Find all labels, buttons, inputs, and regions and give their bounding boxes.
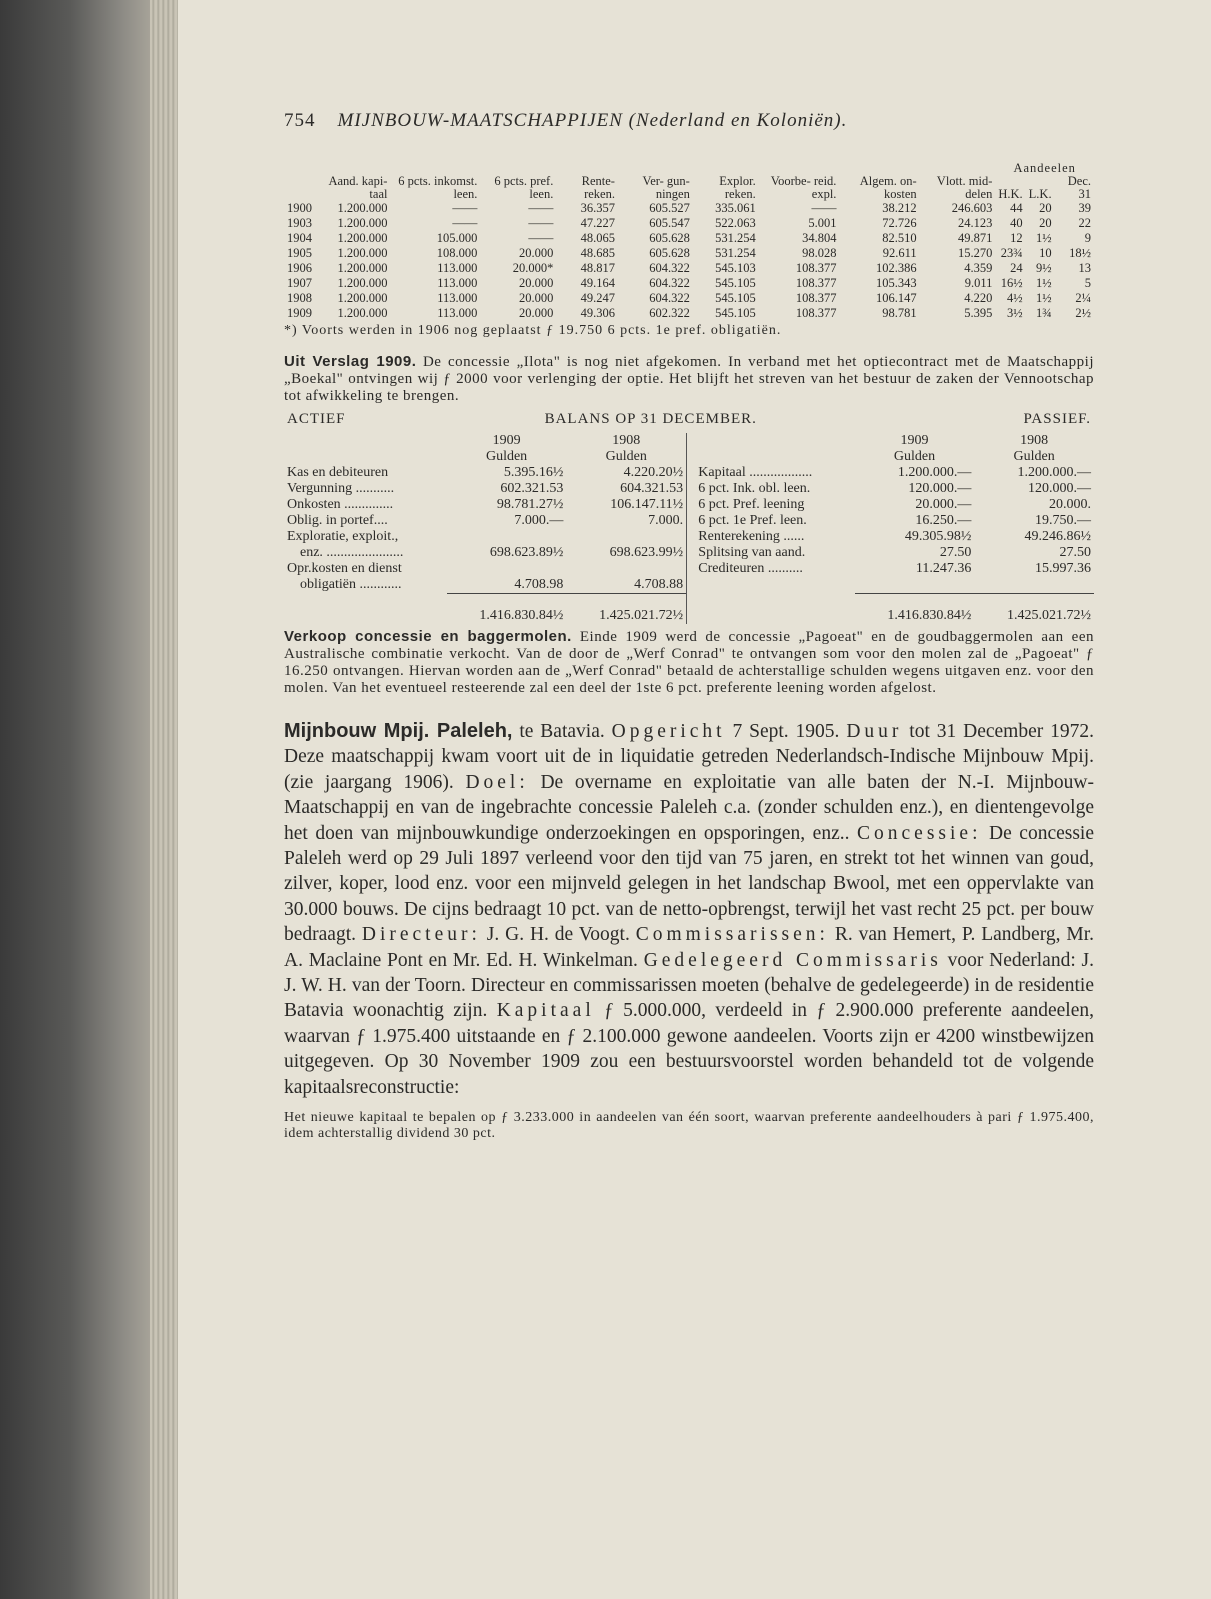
empty [855, 577, 975, 594]
liability-1909: 120.000.— [908, 481, 972, 496]
unit-label: Gulden [1013, 449, 1055, 464]
table-cell: 5 [1084, 276, 1091, 290]
liability-label: 6 pct. 1e Pref. leen. [698, 513, 807, 528]
total-assets-1909: 1.416.830.84½ [479, 608, 564, 623]
table-cell: —— [528, 201, 554, 215]
column-header: Voorbe- reid. expl. [770, 174, 837, 201]
asset-1909: 4.708.98 [514, 577, 564, 592]
column-header [284, 175, 315, 201]
passief-title: PASSIEF. [1023, 411, 1091, 427]
asset-1908: 4.220.20½ [623, 465, 684, 480]
label-opgericht: Opgericht [611, 721, 726, 742]
asset-label: Kas en debiteuren [287, 465, 389, 480]
column-header: H.K. [998, 187, 1023, 201]
asset-1909: 98.781.27½ [496, 497, 564, 512]
balance-row [284, 481, 1094, 497]
row-year: 1907 [287, 276, 312, 290]
table-cell: —— [452, 201, 478, 215]
liability-1908: 15.997.36 [1035, 561, 1091, 576]
label-duur: Duur [846, 721, 903, 742]
table-cell: 20 [1039, 201, 1052, 215]
liability-1908: 1.200.000.— [1017, 465, 1091, 480]
table-cell: 545.103 [715, 261, 756, 275]
year-label: 1909 [900, 433, 929, 448]
row-year: 1904 [287, 231, 312, 245]
table-cell: 113.000 [437, 306, 478, 320]
row-year: 1909 [287, 306, 312, 320]
asset-label: obligatiën ............ [300, 577, 402, 593]
balance-title: BALANS OP 31 DECEMBER. [544, 411, 757, 427]
table-cell: 108.377 [795, 276, 837, 290]
table-cell: 1½ [1035, 291, 1052, 305]
table-cell: 4½ [1007, 291, 1023, 305]
table-cell: 48.065 [580, 231, 615, 245]
group-header: Aandeelen [1013, 161, 1076, 175]
liability-1909: 1.200.000.— [897, 465, 972, 480]
table-cell: 604.322 [649, 291, 690, 305]
table-cell: 4.359 [964, 261, 993, 275]
label-doel: Doel: [465, 771, 529, 793]
total-assets-1908: 1.425.021.72½ [599, 608, 684, 623]
asset-1908 [566, 561, 686, 577]
column-header: 6 pcts. inkomst. leen. [398, 174, 478, 201]
verkoop-text: Einde 1909 werd de concessie „Pagoeat" en de goudbaggermolen aan een Australische combinatie verkocht. Van de door de „Werf Conrad" te ontvangen som voor den molen zal de „Pagoeat" ƒ 16.250 ontvangen. Hiervan worden aan de „Werf Conrad" betaald de achterstallige schulden wegens uitgaven enz. voor den molen. Van het eventueel resteerende zal een deel der 1ste 6 pct. preferente leening worden afgelost. [284, 629, 1095, 696]
table-row [284, 231, 1094, 246]
table-row [284, 201, 1094, 216]
row-year: 1903 [287, 216, 312, 230]
divider [687, 465, 696, 481]
asset-1908: 698.623.99½ [609, 545, 684, 560]
table-cell: 9.011 [964, 276, 993, 290]
asset-1908: 7.000. [648, 513, 684, 528]
label-directeur: Directeur: [361, 924, 481, 946]
table-cell: 36.357 [580, 201, 615, 215]
text: De overname en exploitatie van alle baten der N.-I. Mijnbouw-Maatschappij en van de ingebrachte concessie Paleleh c.a. (zonder schulden enz.), en dientengevolge het doen van mijnbouwkundige onderzoekingen en opsporingen, enz.. [284, 771, 1094, 844]
table-cell: —— [811, 201, 837, 215]
table-cell: 24 [1010, 261, 1023, 275]
total-liabilities-1908: 1.425.021.72½ [1007, 608, 1091, 623]
table-cell: 605.547 [649, 216, 690, 230]
liability-label: Kapitaal .................. [698, 465, 813, 480]
table-cell: 98.028 [802, 246, 837, 260]
table-cell: —— [452, 216, 478, 230]
table-cell: 335.061 [715, 201, 756, 215]
asset-label: Vergunning ........... [287, 481, 395, 496]
table-cell: 20.000 [518, 306, 554, 320]
table-cell: 113.000 [437, 261, 478, 275]
table-cell: 531.254 [715, 246, 756, 260]
table-cell: 108.377 [795, 261, 837, 275]
table-cell: 1.200.000 [337, 306, 388, 320]
divider [687, 497, 696, 513]
text: R. van Hemert, P. Landberg, Mr. A. Maclaine Pont en Mr. Ed. H. Winkelman. [284, 924, 1094, 971]
liability-1908: 49.246.86½ [1024, 529, 1091, 544]
verslag-paragraph [284, 353, 1094, 405]
liability-1908: 19.750.— [1035, 513, 1091, 528]
asset-1909 [447, 529, 567, 545]
table-row [284, 291, 1094, 306]
column-header: Algem. on- kosten [859, 174, 917, 201]
year-label: 1909 [492, 433, 521, 448]
table-cell: —— [528, 216, 554, 230]
liability-label: 6 pct. Pref. leening [698, 497, 805, 512]
table-cell: 545.105 [715, 291, 756, 305]
table-cell: 1.200.000 [337, 216, 388, 230]
column-header: L.K. [1028, 187, 1052, 201]
asset-1909: 5.395.16½ [503, 465, 564, 480]
asset-1909: 7.000.— [514, 513, 564, 528]
table-cell: 98.781 [882, 306, 917, 320]
table-cell: 102.386 [876, 261, 917, 275]
liability-label: Crediteuren .......... [698, 561, 803, 576]
text: voor Nederland: J. J. W. H. van der Toorn. Directeur en commissarissen moeten (behalve de gedelegeerde) in de residentie Batavia woonachtig zijn. [284, 949, 1094, 1022]
label-commissarissen: Commissarissen: [635, 924, 829, 946]
table-cell: 18½ [1069, 246, 1091, 260]
verslag-text: De concessie „Ilota" is nog niet afgekomen. In verband met het optiecontract met de Maatschappij „Boekal" ontvingen wij ƒ 2000 voor verlenging der optie. Het blijft het streven van het bestuur de zaken der Vennootschap tot afwikkeling te brengen. [284, 354, 1094, 404]
table-cell: 605.628 [649, 246, 690, 260]
liability-label: 6 pct. Ink. obl. leen. [698, 481, 811, 496]
table-cell: 49.306 [580, 306, 615, 320]
year-label: 1908 [612, 433, 641, 448]
liability-1908: 120.000.— [1028, 481, 1091, 496]
running-head [284, 110, 1094, 132]
liability-1909: 49.305.98½ [904, 529, 972, 544]
company-heading: Mijnbouw Mpij. Paleleh, [284, 720, 513, 742]
text: 7 Sept. 1905. [725, 721, 847, 742]
table-cell: 20.000 [518, 246, 554, 260]
empty [695, 577, 854, 594]
liability-1909: 20.000.— [915, 497, 972, 512]
table-cell: 10 [1039, 246, 1052, 260]
table-cell: 522.063 [715, 216, 756, 230]
reconstruction-text: Het nieuwe kapitaal te bepalen op ƒ 3.233.000 in aandeelen van één soort, waarvan preferente aandeelhouders à pari ƒ 1.975.400, idem achterstallig dividend 30 pct. [284, 1110, 1094, 1142]
balance-row [284, 513, 1094, 529]
table-cell: 1.200.000 [337, 201, 388, 215]
liability-1909: 16.250.— [915, 513, 972, 528]
table-cell: 545.105 [715, 306, 756, 320]
table-cell: 106.147 [876, 291, 917, 305]
balance-row [284, 529, 1094, 545]
table-cell: 605.527 [649, 201, 690, 215]
asset-1909 [447, 561, 567, 577]
table-cell: 1.200.000 [337, 291, 388, 305]
text: tot 31 December 1972. Deze maatschappij kwam voort uit de in liquidatie getreden Nederlandsch-Indische Mijnbouw Mpij. (zie jaargang 1906). [284, 721, 1094, 793]
table-cell: 20 [1039, 216, 1052, 230]
balance-row [284, 465, 1094, 481]
table-cell: 108.377 [795, 291, 837, 305]
table-cell: 1.200.000 [337, 276, 388, 290]
table-cell: 5.395 [964, 306, 993, 320]
table-cell: 20.000 [518, 291, 554, 305]
year-label: 1908 [1020, 433, 1049, 448]
table-row [284, 216, 1094, 231]
liability-label: Renterekening ...... [698, 529, 805, 544]
table-cell: 20.000 [518, 276, 554, 290]
table-cell: 1½ [1035, 276, 1052, 290]
table-cell: 105.000 [436, 231, 478, 245]
divider [687, 529, 696, 545]
table-cell: 22 [1078, 216, 1091, 230]
table-cell: 1¾ [1035, 306, 1052, 320]
verslag-heading: Uit Verslag 1909. [284, 353, 417, 370]
unit-label: Gulden [605, 449, 647, 464]
row-year: 1900 [287, 201, 312, 215]
total-liabilities-1909: 1.416.830.84½ [887, 608, 972, 623]
table-cell: 113.000 [437, 291, 478, 305]
table-cell: 1.200.000 [337, 261, 388, 275]
table-cell: 602.322 [649, 306, 690, 320]
page-number: 754 [284, 110, 316, 131]
column-header: Rente- reken. [581, 174, 615, 201]
table-cell: 72.726 [882, 216, 917, 230]
table-cell: 605.628 [649, 231, 690, 245]
liability-1909: 27.50 [939, 545, 972, 560]
table-cell: 246.603 [951, 201, 993, 215]
table-row [284, 276, 1094, 291]
text: De concessie Paleleh werd op 29 Juli 1897 verleend voor den tijd van 75 jaren, en strekt tot het winnen van goud, zilver, koper, lood enz. voor een mijnveld gelegen in het landschap Bwool, met een oppervlakte van 30.000 bouws. De cijns bedraagt 10 pct. van de netto-opbrengst, terwijl het vast recht 25 pct. per bouw bedraagt. [284, 822, 1094, 946]
liability-1908: 27.50 [1059, 545, 1091, 560]
table-cell: 113.000 [437, 276, 478, 290]
asset-1908: 106.147.11½ [610, 497, 684, 512]
asset-label: Onkosten .............. [287, 497, 394, 512]
text: te Batavia. [512, 721, 612, 742]
table-cell: 105.343 [876, 276, 917, 290]
table-cell: 5.001 [808, 216, 837, 230]
divider [687, 513, 696, 529]
table-cell: 13 [1078, 261, 1091, 275]
column-header: Ver- gun- ningen [642, 174, 690, 201]
verkoop-heading: Verkoop concessie en baggermolen. [284, 628, 572, 645]
label-concessie: Concessie: [857, 822, 982, 844]
table-row [284, 306, 1094, 321]
table-cell: 34.804 [802, 231, 837, 245]
label-gedelegeerd: Gedelegeerd Commissaris [643, 949, 942, 971]
asset-label: Opr.kosten en dienst [287, 561, 402, 576]
table-cell: 1.200.000 [337, 231, 388, 245]
table-cell: 12 [1010, 231, 1023, 245]
table-cell: 545.105 [715, 276, 756, 290]
asset-label: Oblig. in portef.... [287, 513, 388, 528]
page-stack [150, 0, 180, 1599]
table-cell: 2¼ [1075, 291, 1091, 305]
table-cell: 1½ [1035, 231, 1052, 245]
table-cell: 49.164 [580, 276, 615, 290]
yearly-table [284, 162, 1094, 321]
balance-row [284, 561, 1094, 577]
asset-1908: 604.321.53 [620, 481, 684, 496]
table-cell: 531.254 [715, 231, 756, 245]
table-cell: 9½ [1035, 261, 1052, 275]
table-cell: 3½ [1007, 306, 1023, 320]
table-cell: —— [528, 231, 554, 245]
asset-1908 [566, 529, 686, 545]
table-cell: 49.871 [957, 231, 993, 245]
column-header: Dec. 31 [1067, 174, 1091, 201]
table-cell: 48.685 [580, 246, 615, 260]
table-cell: 82.510 [882, 231, 917, 245]
table-cell: 40 [1010, 216, 1023, 230]
row-year: 1908 [287, 291, 312, 305]
balance-sheet [284, 411, 1094, 624]
running-head-title: MIJNBOUW-MAATSCHAPPIJEN (Nederland en Koloniën). [337, 110, 848, 131]
asset-1908: 4.708.88 [634, 577, 684, 592]
table-cell: 24.123 [957, 216, 993, 230]
divider [687, 561, 696, 577]
divider [687, 545, 696, 561]
verkoop-paragraph [284, 628, 1094, 697]
asset-label: enz. ...................... [300, 545, 404, 560]
divider [687, 481, 696, 497]
table-row [284, 246, 1094, 261]
unit-label: Gulden [893, 449, 936, 464]
table-cell: 49.247 [580, 291, 615, 305]
divider [687, 577, 696, 594]
liability-label: Splitsing van aand. [698, 545, 806, 560]
empty [974, 577, 1094, 594]
table-cell: 38.212 [882, 201, 917, 215]
page-content [284, 110, 1094, 1142]
unit-label: Gulden [485, 449, 528, 464]
table-cell: 48.817 [580, 261, 615, 275]
book-edge [0, 0, 175, 1599]
balance-row [284, 577, 1094, 594]
column-header: Explor. reken. [719, 174, 756, 201]
liability-1908: 20.000. [1049, 497, 1091, 512]
table-cell: 604.322 [649, 261, 690, 275]
table-footnote: *) Voorts werden in 1906 nog geplaatst ƒ 19.750 6 pcts. 1e pref. obligatiën. [284, 323, 782, 338]
table-cell: 47.227 [580, 216, 615, 230]
table-cell: 92.611 [882, 246, 917, 260]
asset-1909: 698.623.89½ [489, 545, 564, 560]
table-cell: 16½ [1000, 276, 1023, 290]
actief-title: ACTIEF [287, 411, 346, 427]
table-cell: 604.322 [649, 276, 690, 290]
asset-label: Exploratie, exploit., [287, 529, 399, 544]
column-header: Vlott. mid- delen [936, 174, 993, 201]
table-cell: 108.000 [436, 246, 478, 260]
text: J. G. H. de Voogt. [480, 924, 636, 946]
table-cell: 4.220 [964, 291, 993, 305]
table-cell: 44 [1010, 201, 1023, 215]
row-year: 1905 [287, 246, 312, 260]
column-header: 6 pcts. pref. leen. [494, 174, 554, 201]
liability-1909: 11.247.36 [915, 561, 972, 576]
asset-1909: 602.321.53 [500, 481, 564, 496]
table-cell: 108.377 [795, 306, 837, 320]
table-cell: 23¾ [1000, 246, 1023, 260]
table-cell: 39 [1078, 201, 1091, 215]
table-cell: 20.000* [512, 261, 554, 275]
table-row [284, 261, 1094, 276]
table-cell: 15.270 [957, 246, 993, 260]
table-cell: 2½ [1075, 306, 1091, 320]
column-header: Aand. kapi- taal [328, 174, 388, 201]
paleleh-entry [284, 719, 1094, 1100]
label-kapitaal: Kapitaal [496, 1000, 595, 1022]
balance-row [284, 545, 1094, 561]
table-cell: 9 [1084, 231, 1091, 245]
table-cell: 1.200.000 [337, 246, 388, 260]
text: ƒ 5.000.000, verdeeld in ƒ 2.900.000 preferente aandeelen, waarvan ƒ 1.975.400 uitstaande en ƒ 2.100.000 gewone aandeelen. Voorts zijn er 4200 winstbewijzen uitgegeven. Op 30 November 1909 zou een bestuursvoorstel worden behandeld tot de volgende kapitaalsreconstructie: [284, 1000, 1094, 1098]
row-year: 1906 [287, 261, 312, 275]
balance-row [284, 497, 1094, 513]
